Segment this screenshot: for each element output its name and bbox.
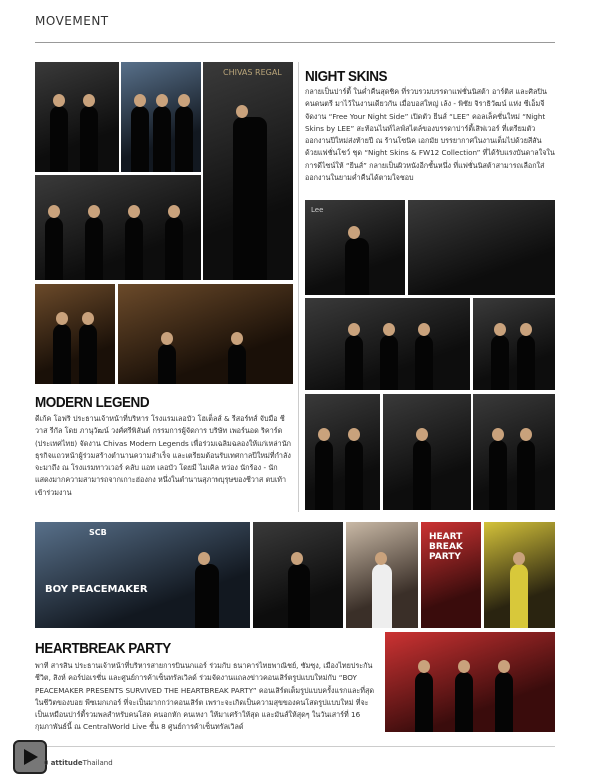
- photo-night-group: [305, 298, 470, 390]
- section-title: MOVEMENT: [35, 14, 109, 28]
- photo-night-pair: [473, 298, 555, 390]
- photo-boy-stage: [35, 522, 250, 628]
- modern-legend-title: MODERN LEGEND: [35, 394, 150, 411]
- brand-bold: attitude: [50, 759, 83, 767]
- footer-brand: [44, 759, 113, 767]
- header-rule: [35, 42, 555, 43]
- play-button[interactable]: [13, 740, 47, 774]
- photo-caption-heart: HEART BREAK PARTY: [429, 532, 463, 562]
- photo-chivas-host: [203, 62, 293, 280]
- night-skins-body: กลายเป็นปาร์ตี้ ในค่ำคืนสุดชิค ที่รวบรวมบรรดาแฟชั่นนิสต้า อาร์ติส และศิลปินคนดนตรี มาไว้ในงานเดียวกัน เมื่อบอสใหญ่ เล้ง - พิชัย จิราธิวัฒน์ แห่ง ซีเอ็มจี จัดงาน “Free Your Night Side” เปิดตัว ยีนส์ “LEE” คอลเล็คชั่นใหม่ “Night Skins by LEE” สะท้อนไนท์ไลฟ์สไตล์ของบรรดาปาร์ตี้เสิฟเวอร์ ที่เตรียมตัวออกงานปีใหม่ส่งท้ายปี ณ ร้านโซนิค เอกมัย บรรยากาศในงานเต็มไปด้วยสีสัน ด้วยแฟชั่นโชว์ ชุด “Night Skins & FW12 Collection” ที่ได้รับแรงบันดาลใจในการดีไซน์ให้ “ยีนส์” กลายเป็นผิวหนังอีกชั้นหนึ่ง ที่แฟชั่นนิสต้าสามารถเลือกใส่ออกงานในยามค่ำคืนได้ตามใจชอบ: [305, 87, 555, 183]
- photo-guest-white: [346, 522, 418, 628]
- brand-light: Thailand: [82, 759, 113, 767]
- column-divider: [298, 62, 299, 512]
- heartbreak-body: พาที สารสิน ประธานเจ้าหน้าที่บริหารสายการบินนกแอร์ ร่วมกับ ธนาคารไทยพาณิชย์, ซัมซุง, เมืองไทยประกันชีวิต, สิงห์ คอร์ปอเรชั่น และศูนย์การค้าเซ็นทรัลเวิลด์ ร่วมจัดงานแถลงข่าวคอนเสิร์ตรูปแบบใหม่กับ “BOY PEACEMAKER PRESENTS SURVIVED THE HEARTBREAK PARTY” คอนเสิร์ตเต็มรูปแบบครั้งแรกและที่สุดในชีวิตของบอย พีซเมกเกอร์ ที่จะเป็นมากกว่าคอนเสิร์ต เพราะจะเกิดเป็นความสุขของคนโสดรูปแบบใหม่ ที่จะเป็นเหมือนปาร์ตี้รวมพลสำหรับคนโสด คนอกหัก คนเหงา ให้มาเศร้าให้สุด และมันส์ให้สุดๆ ในวันเสาร์ที่ 16 กุมภาพันธ์นี้ ณ CentralWorld Live ชั้น 8 ศูนย์การค้าเซ็นทรัลเวิลด์: [35, 661, 375, 732]
- photo-speaker: [253, 522, 343, 628]
- photo-night-4: [383, 394, 471, 510]
- photo-heartbreak-group: [385, 632, 555, 732]
- modern-legend-body: ดีเก้ค โอฟริ ประธานเจ้าหน้าที่บริหาร โรงแรมเลอบัว โฮเต็ลส์ & รีสอร์ทส์ จับมือ ชีวาส รีกัล โดย ภานุวัฒน์ วงศ์ศรีพิลันต์ กรรมการผู้จัดการ บริษัท เพอร์นอด ริคาร์ด (ประเทศไทย) จัดงาน Chivas Modern Legends เพื่อร่วมเฉลิมฉลองให้แก่เหล่านักธุรกิจแถวหน้าผู้ร่วมสร้างตำนานความสำเร็จ และเตรียมต้อนรับเทศกาลปีใหม่ที่กำลังจะมาถึง ณ โรงแรมทาวเวอร์ คลับ แอท เลอบัว โดยมี ไมเคิล หว่อง นักร้อง - นักแสดงมากความสามารถจากเกาะฮ่องกง หนึ่งในตำนานสุภาพบุรุษของชีวาส ตบเท้าเข้าร่วมงาน: [35, 414, 291, 497]
- photo-night-5: [473, 394, 555, 510]
- photo-caption-boy: BOY PEACEMAKER: [45, 584, 148, 595]
- play-icon: [24, 749, 38, 765]
- photo-caption-scb: SCB: [89, 528, 107, 537]
- footer-rule: [35, 746, 555, 747]
- heartbreak-title: HEARTBREAK PARTY: [35, 640, 171, 657]
- page-number: 0: [44, 759, 49, 767]
- photo-guests-1: [35, 62, 119, 172]
- photo-guests-2: [121, 62, 201, 172]
- photo-lee-guest: [305, 200, 405, 295]
- photo-woman-yellow: [484, 522, 555, 628]
- photo-couple: [35, 284, 115, 384]
- night-skins-title: NIGHT SKINS: [305, 68, 388, 85]
- photo-caption-lee: Lee: [311, 206, 324, 214]
- photo-heartbreak-women: [421, 522, 481, 628]
- photo-night-3: [305, 394, 380, 510]
- photo-gallery-wall: [408, 200, 555, 295]
- photo-group: [35, 175, 201, 280]
- photo-caption-chivas: CHIVAS REGAL: [223, 68, 282, 77]
- photo-band: [118, 284, 293, 384]
